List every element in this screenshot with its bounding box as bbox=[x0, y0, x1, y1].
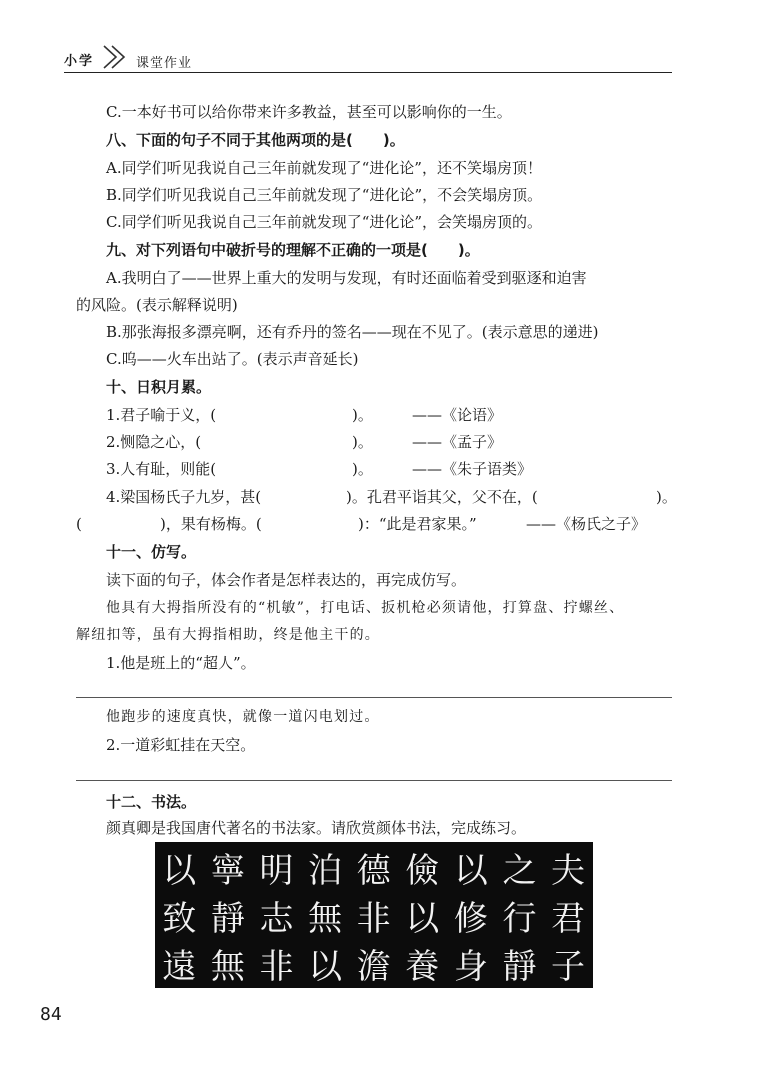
q11-intro: 读下面的句子，体会作者是怎样表达的，再完成仿写。 bbox=[106, 571, 467, 589]
q11-prompt-2: 2.一道彩虹挂在天空。 bbox=[106, 736, 256, 754]
q10-item1-close: )。 bbox=[352, 406, 373, 424]
calligraphy-char: 無 bbox=[308, 898, 343, 939]
calligraphy-char: 泊 bbox=[308, 850, 343, 891]
q8-option-c: C.同学们听见我说自己三年前就发现了“进化论”，会笑塌房顶的。 bbox=[106, 213, 543, 231]
answer-line-1[interactable] bbox=[76, 697, 672, 698]
q11-prompt-1: 1.他是班上的“超人”。 bbox=[106, 654, 256, 672]
calligraphy-char: 以 bbox=[405, 898, 440, 939]
calligraphy-char: 身 bbox=[453, 946, 488, 987]
q7-option-c: C.一本好书可以给你带来许多教益，甚至可以影响你的一生。 bbox=[106, 103, 512, 121]
q10-item2-close: )。 bbox=[352, 433, 373, 451]
q11-example-line2: 解纽扣等，虽有大拇指相助，终是他主干的。 bbox=[76, 627, 380, 643]
calligraphy-char: 無 bbox=[210, 946, 245, 987]
calligraphy-char: 之 bbox=[502, 850, 537, 891]
q10-item2: 2.恻隐之心，( bbox=[106, 433, 202, 451]
header-tab: 小学 bbox=[64, 54, 95, 69]
q10-item4-part4: ( bbox=[76, 515, 82, 533]
q10-item3: 3.人有耻，则能( bbox=[106, 460, 217, 478]
calligraphy-char: 非 bbox=[356, 898, 391, 939]
q9-heading: 九、对下列语句中破折号的理解不正确的一项是( )。 bbox=[106, 241, 480, 259]
calligraphy-char: 遠 bbox=[162, 946, 197, 987]
calligraphy-char: 修 bbox=[453, 898, 488, 939]
q10-item3-close: )。 bbox=[352, 460, 373, 478]
q10-item4-part6: )：“此是君家果。” bbox=[358, 515, 477, 533]
q10-item4-part3: )。 bbox=[656, 488, 677, 506]
q9-option-b: B.那张海报多漂亮啊，还有乔丹的签名——现在不见了。(表示意思的递进) bbox=[106, 323, 599, 341]
calligraphy-char: 以 bbox=[308, 946, 343, 987]
calligraphy-char: 以 bbox=[453, 850, 488, 891]
header-subtitle: 课堂作业 bbox=[136, 56, 193, 71]
q12-intro: 颜真卿是我国唐代著名的书法家。请欣赏颜体书法，完成练习。 bbox=[106, 819, 527, 837]
calligraphy-char: 子 bbox=[551, 946, 586, 987]
q10-item4-part1: 4.梁国杨氏子九岁，甚( bbox=[106, 488, 262, 506]
calligraphy-char: 德 bbox=[356, 850, 391, 891]
calligraphy-row bbox=[155, 891, 593, 939]
q10-item4-part5: )，果有杨梅。( bbox=[160, 515, 262, 533]
calligraphy-char: 君 bbox=[551, 898, 586, 939]
q10-item4-source: ——《杨氏之子》 bbox=[526, 515, 647, 533]
q10-item4-part2: )。孔君平诣其父，父不在，( bbox=[346, 488, 538, 506]
q10-item1: 1.君子喻于义，( bbox=[106, 406, 217, 424]
q8-heading: 八、下面的句子不同于其他两项的是( )。 bbox=[106, 131, 405, 149]
calligraphy-char: 寧 bbox=[210, 850, 245, 891]
header-rule bbox=[64, 72, 672, 73]
calligraphy-row bbox=[155, 843, 593, 891]
calligraphy-char: 靜 bbox=[502, 946, 537, 987]
q10-item3-source: ——《朱子语类》 bbox=[412, 460, 533, 478]
q11-example-line1: 他具有大拇指所没有的“机敏”，打电话、扳机枪必须请他，打算盘、拧螺丝、 bbox=[106, 600, 625, 616]
q9-option-c: C.呜——火车出站了。(表示声音延长) bbox=[106, 350, 359, 368]
q11-heading: 十一、仿写。 bbox=[106, 543, 197, 561]
chevron-right-icon bbox=[100, 44, 130, 70]
q11-example-3: 他跑步的速度真快，就像一道闪电划过。 bbox=[106, 709, 380, 725]
q9-option-a-line2: 的风险。(表示解释说明) bbox=[76, 296, 238, 314]
calligraphy-char: 澹 bbox=[356, 946, 391, 987]
calligraphy-panel bbox=[155, 842, 593, 988]
q10-item2-source: ——《孟子》 bbox=[412, 433, 503, 451]
q8-option-b: B.同学们听见我说自己三年前就发现了“进化论”，不会笑塌房顶。 bbox=[106, 186, 543, 204]
q9-option-a-line1: A.我明白了——世界上重大的发明与发现，有时还面临着受到驱逐和迫害 bbox=[106, 269, 587, 287]
calligraphy-char: 致 bbox=[162, 898, 197, 939]
q10-item1-source: ——《论语》 bbox=[412, 406, 503, 424]
page-number: 84 bbox=[40, 1004, 62, 1025]
calligraphy-char: 儉 bbox=[405, 850, 440, 891]
calligraphy-char: 養 bbox=[405, 946, 440, 987]
q10-heading: 十、日积月累。 bbox=[106, 378, 212, 396]
q8-option-a: A.同学们听见我说自己三年前就发现了“进化论”，还不笑塌房顶！ bbox=[106, 159, 542, 177]
calligraphy-char: 行 bbox=[502, 898, 537, 939]
calligraphy-char: 以 bbox=[162, 850, 197, 891]
answer-line-2[interactable] bbox=[76, 780, 672, 781]
calligraphy-char: 靜 bbox=[210, 898, 245, 939]
calligraphy-char: 非 bbox=[259, 946, 294, 987]
calligraphy-char: 志 bbox=[259, 898, 294, 939]
calligraphy-row bbox=[155, 939, 593, 987]
calligraphy-char: 明 bbox=[259, 850, 294, 891]
calligraphy-char: 夫 bbox=[551, 850, 586, 891]
q12-heading: 十二、书法。 bbox=[106, 793, 197, 811]
